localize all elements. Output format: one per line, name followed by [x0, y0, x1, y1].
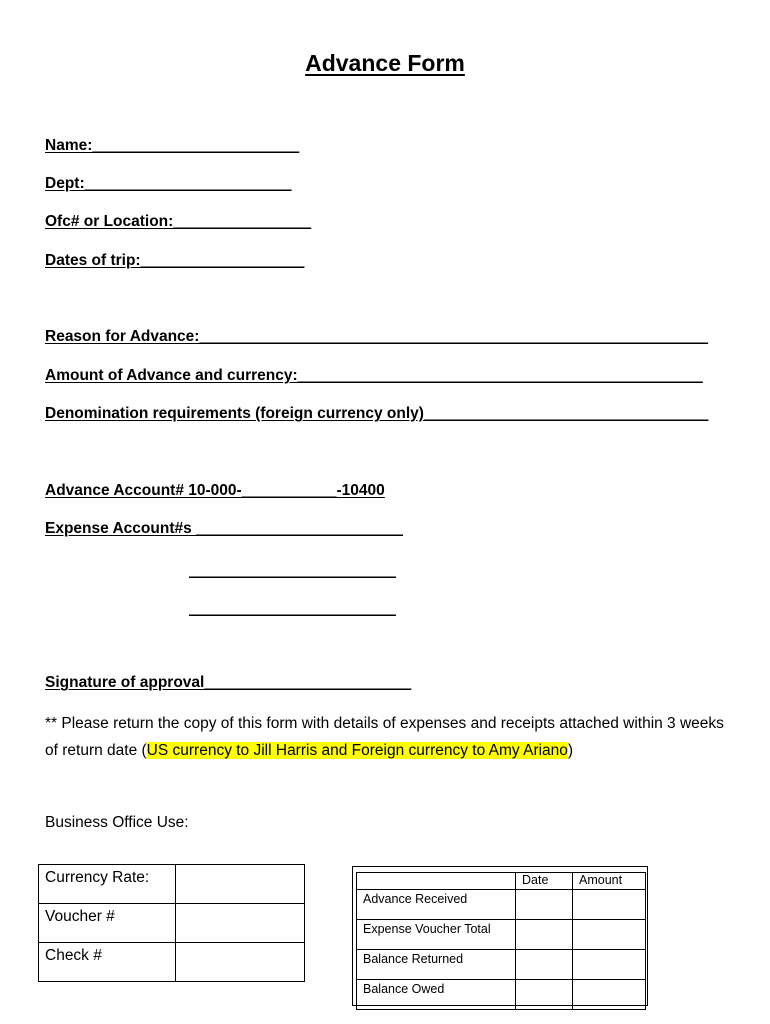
name-field[interactable]: Name:________________________	[45, 137, 300, 154]
table-row	[357, 890, 646, 920]
header-blank	[357, 873, 516, 890]
amount-currency-field[interactable]: Amount of Advance and currency:_______________________________________________	[45, 367, 703, 384]
advance-account-field[interactable]: Advance Account# 10-000-___________-10400	[45, 482, 385, 499]
return-instructions-note	[45, 710, 735, 764]
table-row	[39, 904, 305, 943]
dates-of-trip-field[interactable]: Dates of trip:___________________	[45, 252, 305, 269]
advance-received-label: Advance Received	[357, 890, 516, 920]
balance-owed-amount[interactable]	[573, 980, 646, 1010]
balance-returned-amount[interactable]	[573, 950, 646, 980]
expense-voucher-total-label: Expense Voucher Total	[357, 920, 516, 950]
balance-returned-label: Balance Returned	[357, 950, 516, 980]
advance-received-date[interactable]	[516, 890, 573, 920]
form-title	[0, 50, 770, 77]
reason-for-advance-field[interactable]: Reason for Advance:___________________________________________________________	[45, 328, 709, 345]
expense-account-line-2[interactable]: ________________________	[189, 562, 396, 579]
balance-returned-date[interactable]	[516, 950, 573, 980]
note-text-end: )	[567, 742, 574, 759]
currency-rate-cell[interactable]	[176, 865, 305, 904]
office-location-field[interactable]: Ofc# or Location:________________	[45, 213, 312, 230]
check-cell[interactable]	[176, 943, 305, 982]
note-highlight: US currency to Jill Harris and Foreign currency to Amy Ariano	[146, 742, 568, 759]
table-row	[39, 865, 305, 904]
voucher-cell[interactable]	[176, 904, 305, 943]
header-amount: Amount	[573, 873, 646, 890]
office-use-table	[38, 864, 305, 982]
signature-of-approval-field[interactable]: Signature of approval________________________	[45, 674, 412, 691]
expense-account-line-3[interactable]: ________________________	[189, 600, 396, 617]
table-header-row	[357, 873, 646, 890]
note-text: ** Please return the copy of this form with details of expenses and receipts attached within 3 weeks of return date (	[45, 715, 724, 759]
expense-voucher-total-amount[interactable]	[573, 920, 646, 950]
table-row	[39, 943, 305, 982]
balance-table-frame	[352, 866, 648, 1006]
expense-voucher-total-date[interactable]	[516, 920, 573, 950]
balance-owed-label: Balance Owed	[357, 980, 516, 1010]
dept-field[interactable]: Dept:________________________	[45, 175, 292, 192]
advance-received-amount[interactable]	[573, 890, 646, 920]
currency-rate-label: Currency Rate:	[39, 865, 176, 904]
header-date: Date	[516, 873, 573, 890]
check-label: Check #	[39, 943, 176, 982]
table-row	[357, 950, 646, 980]
balance-table	[356, 872, 646, 1010]
business-office-use-label: Business Office Use:	[45, 814, 189, 831]
table-row	[357, 980, 646, 1010]
table-row	[357, 920, 646, 950]
expense-account-field[interactable]: Expense Account#s ________________________	[45, 520, 403, 537]
denomination-field[interactable]: Denomination requirements (foreign currency only)_________________________________	[45, 405, 709, 422]
voucher-label: Voucher #	[39, 904, 176, 943]
form-title-text: Advance Form	[305, 50, 465, 76]
balance-owed-date[interactable]	[516, 980, 573, 1010]
